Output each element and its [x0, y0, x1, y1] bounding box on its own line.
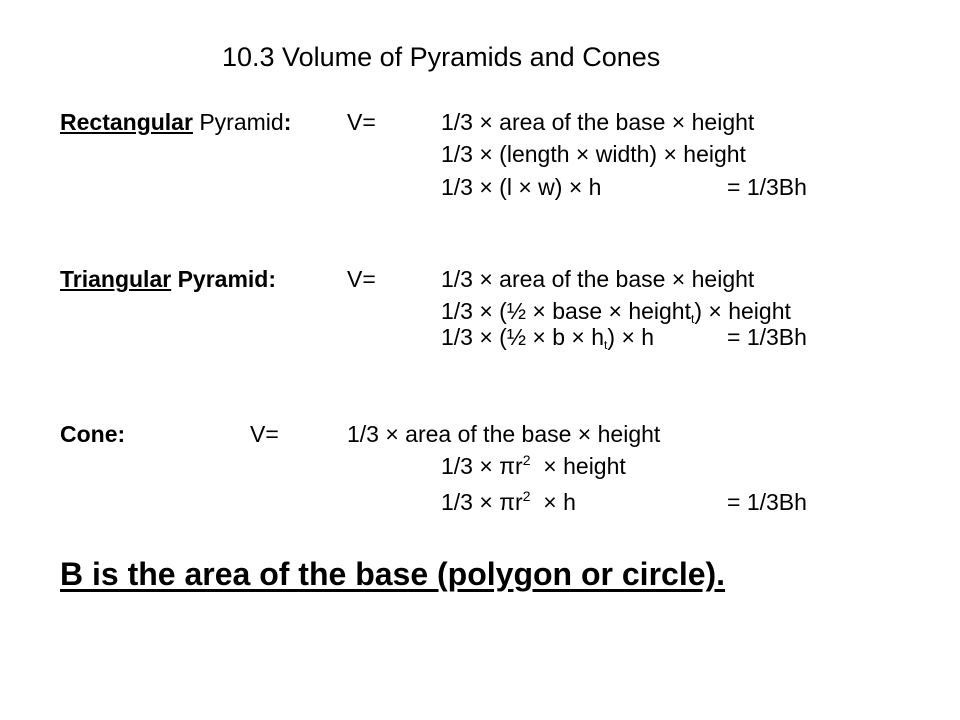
tri-formula-line2 [441, 298, 791, 326]
cone-line3-superscript: 2 [522, 488, 531, 504]
tri-formula-line1: 1/3 × area of the base × height [441, 266, 755, 292]
rect-label-pyramid: Pyramid [192, 109, 284, 135]
cone-line3-part-b: × h [530, 489, 576, 515]
rect-result: = 1/3Bh [727, 174, 807, 200]
cone-formula-line3 [441, 488, 576, 515]
tri-line2-part-a: 1/3 × (½ × base × height [441, 298, 691, 324]
tri-label-word: Triangular [60, 266, 172, 292]
base-area-note: B is the area of the base (polygon or circle). [60, 556, 726, 592]
rect-pyramid-label [60, 111, 291, 134]
tri-line2-part-b: ) × height [694, 298, 791, 324]
tri-result: = 1/3Bh [727, 324, 807, 350]
cone-formula-line2 [441, 452, 626, 479]
tri-line3-part-b: ) × h [607, 324, 655, 350]
cone-result: = 1/3Bh [727, 489, 807, 515]
cone-line2-superscript: 2 [522, 452, 531, 468]
rect-formula-line3: 1/3 × (l × w) × h [441, 174, 602, 200]
rect-v-equals: V= [347, 109, 376, 135]
tri-line3-subscript: t [604, 338, 608, 352]
tri-label-pyramid: Pyramid: [171, 266, 277, 292]
cone-line3-part-a: 1/3 × πr [441, 489, 523, 515]
cone-formula-line1: 1/3 × area of the base × height [347, 421, 661, 447]
rect-formula-line1: 1/3 × area of the base × height [441, 109, 755, 135]
cone-line2-part-a: 1/3 × πr [441, 453, 523, 479]
cone-label: Cone: [60, 421, 126, 447]
tri-line3-part-a: 1/3 × (½ × b × h [441, 324, 605, 350]
tri-line2-subscript: t [691, 312, 695, 326]
slide-title-text: 10.3 Volume of Pyramids and Cones [222, 42, 661, 72]
cone-line2-part-b: × height [530, 453, 626, 479]
rect-label-colon: : [283, 109, 292, 135]
rect-label-word: Rectangular [60, 109, 193, 135]
tri-pyramid-label [60, 268, 276, 291]
tri-formula-line3 [441, 324, 655, 352]
tri-v-equals: V= [347, 266, 376, 292]
cone-v-equals: V= [250, 421, 279, 447]
rect-formula-line2: 1/3 × (length × width) × height [441, 141, 746, 167]
